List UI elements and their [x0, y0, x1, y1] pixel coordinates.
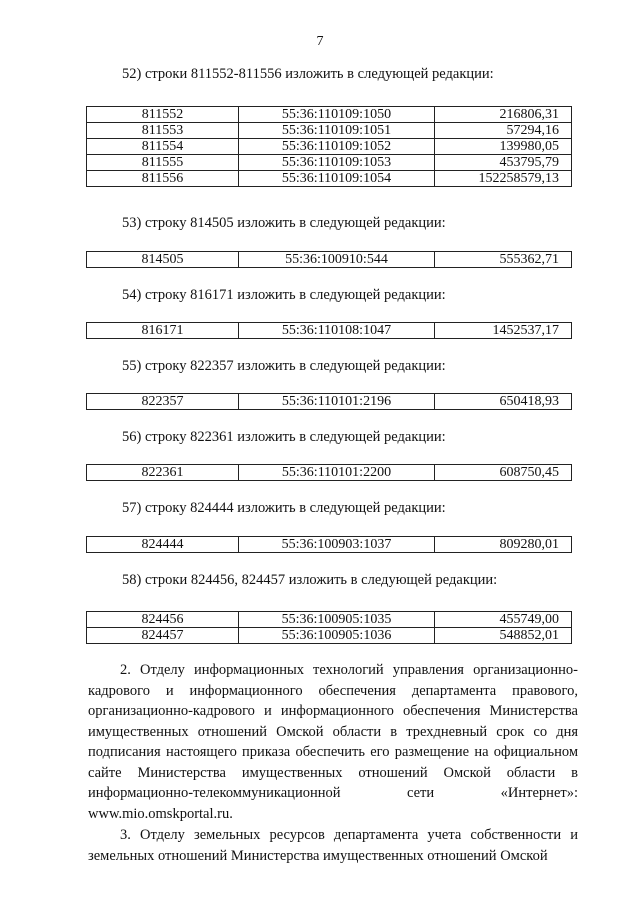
cadastral-number-cell: 55:36:100905:1035 [239, 612, 435, 628]
body-text [88, 660, 578, 866]
row-number-cell: 814505 [87, 252, 239, 268]
table-row [87, 323, 572, 339]
row-number-cell: 822361 [87, 465, 239, 481]
row-number-cell: 811552 [87, 107, 239, 123]
page-number: 7 [316, 34, 324, 49]
cadastral-number-cell: 55:36:100905:1036 [239, 628, 435, 644]
paragraph-3: 3. Отделу земельных ресурсов департамента учета собственности и земельных отношений Министерства имущественных отношений Омской [88, 827, 578, 864]
table-row [87, 123, 572, 139]
value-cell: 139980,05 [435, 139, 572, 155]
cadastral-number-cell: 55:36:110109:1052 [239, 139, 435, 155]
table-row [87, 139, 572, 155]
cadastral-number-cell: 55:36:110109:1051 [239, 123, 435, 139]
data-table [86, 322, 572, 339]
value-cell: 608750,45 [435, 465, 572, 481]
data-table [86, 536, 572, 553]
table-row [87, 537, 572, 553]
table-row [87, 171, 572, 187]
value-cell: 548852,01 [435, 628, 572, 644]
table-row [87, 628, 572, 644]
data-table [86, 611, 572, 644]
row-number-cell: 822357 [87, 394, 239, 410]
row-number-cell: 824457 [87, 628, 239, 644]
cadastral-number-cell: 55:36:110101:2196 [239, 394, 435, 410]
data-table [86, 464, 572, 481]
cadastral-number-cell: 55:36:110101:2200 [239, 465, 435, 481]
section-heading: 56) строку 822361 изложить в следующей редакции: [122, 429, 446, 445]
cadastral-number-cell: 55:36:110109:1050 [239, 107, 435, 123]
table-row [87, 612, 572, 628]
value-cell: 555362,71 [435, 252, 572, 268]
section-heading: 52) строки 811552-811556 изложить в следующей редакции: [122, 66, 494, 82]
cadastral-number-cell: 55:36:110109:1053 [239, 155, 435, 171]
section-heading: 54) строку 816171 изложить в следующей редакции: [122, 287, 446, 303]
table-row [87, 465, 572, 481]
row-number-cell: 811556 [87, 171, 239, 187]
section-heading: 57) строку 824444 изложить в следующей редакции: [122, 500, 446, 516]
table-row [87, 107, 572, 123]
value-cell: 216806,31 [435, 107, 572, 123]
value-cell: 1452537,17 [435, 323, 572, 339]
value-cell: 453795,79 [435, 155, 572, 171]
value-cell: 650418,93 [435, 394, 572, 410]
value-cell: 455749,00 [435, 612, 572, 628]
row-number-cell: 816171 [87, 323, 239, 339]
paragraph-2: 2. Отделу информационных технологий управления организационно-кадрового и информационного обеспечения департамента правового, организационно-кадрового и информационного обеспечения Министерства имущественных отношений Омской области в трехдневный срок со дня подписания настоящего приказа обеспечить его размещение на официальном сайте Министерства имущественных отношений Омской области в информационно-телекоммуникационной сети «Интернет»: www.mio.omskportal.ru. [88, 662, 578, 822]
row-number-cell: 824456 [87, 612, 239, 628]
data-table [86, 251, 572, 268]
cadastral-number-cell: 55:36:100903:1037 [239, 537, 435, 553]
data-table [86, 393, 572, 410]
section-heading: 55) строку 822357 изложить в следующей редакции: [122, 358, 446, 374]
cadastral-number-cell: 55:36:100910:544 [239, 252, 435, 268]
value-cell: 57294,16 [435, 123, 572, 139]
section-heading: 58) строки 824456, 824457 изложить в следующей редакции: [122, 572, 498, 588]
row-number-cell: 811554 [87, 139, 239, 155]
row-number-cell: 811555 [87, 155, 239, 171]
table-row [87, 252, 572, 268]
table-row [87, 155, 572, 171]
table-row [87, 394, 572, 410]
cadastral-number-cell: 55:36:110109:1054 [239, 171, 435, 187]
section-heading: 53) строку 814505 изложить в следующей редакции: [122, 215, 446, 231]
data-table [86, 106, 572, 187]
value-cell: 152258579,13 [435, 171, 572, 187]
row-number-cell: 811553 [87, 123, 239, 139]
value-cell: 809280,01 [435, 537, 572, 553]
cadastral-number-cell: 55:36:110108:1047 [239, 323, 435, 339]
row-number-cell: 824444 [87, 537, 239, 553]
